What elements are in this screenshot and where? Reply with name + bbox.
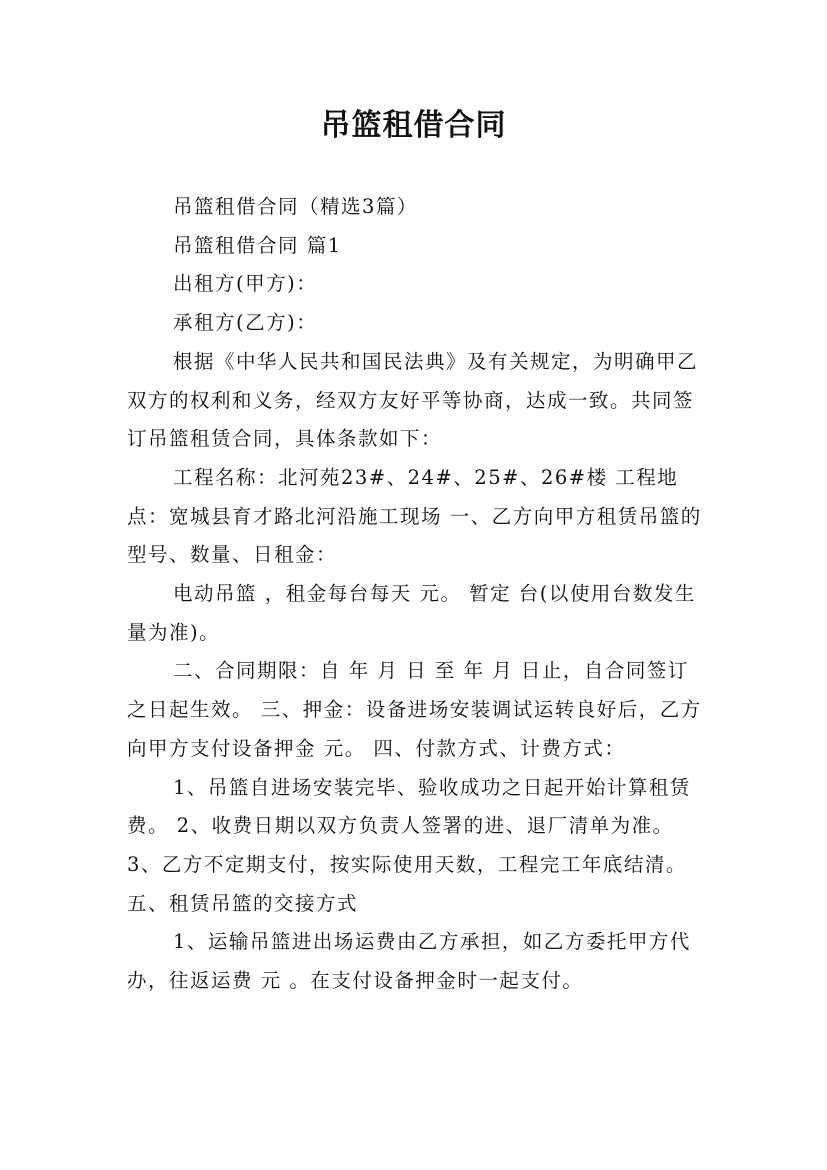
paragraph-project-info: 工程名称：北河苑23#、24#、25#、26#楼 工程地点：宽城县育才路北河沿施工现场 一、乙方向甲方租赁吊篮的型号、数量、日租金：: [127, 465, 702, 567]
paragraph-subtitle: 吊篮租借合同（精选3篇）: [173, 195, 418, 218]
paragraph-rental-rate: 电动吊篮 ，租金每台每天 元。 暂定 台(以使用台数发生量为准)。: [127, 582, 696, 644]
paragraph-lessee: 承租方(乙方)：: [173, 311, 318, 335]
paragraph-transport: 1、运输吊篮进出场运费由乙方承担，如乙方委托甲方代办，往返运费 元 。在支付设备押金时一起支付。: [127, 930, 691, 993]
paragraph-billing-rules: 1、吊篮自进场安装完毕、验收成功之日起开始计算租赁费。 2、收费日期以双方负责人签署的进、退厂清单为准。 3、乙方不定期支付，按实际使用天数，工程完工年底结清。 五、租赁吊篮的交接方式: [127, 775, 691, 915]
paragraph-section-heading: 吊篮租借合同 篇1: [173, 233, 342, 257]
document-title: 吊篮租借合同: [320, 108, 507, 143]
paragraph-preamble: 根据《中华人民共和国民法典》及有关规定，为明确甲乙双方的权利和义务，经双方友好平等协商，达成一致。共同签订吊篮租赁合同，具体条款如下：: [127, 349, 699, 451]
document-body: [127, 188, 707, 1001]
paragraph-lessor: 出租方(甲方)：: [173, 272, 318, 296]
paragraph-term-deposit-payment: 二、合同期限：自 年 月 日 至 年 月 日止，自合同签订之日起生效。 三、押金：设备进场安装调试运转良好后，乙方向甲方支付设备押金 元。 四、付款方式、计费方式：: [127, 659, 702, 760]
